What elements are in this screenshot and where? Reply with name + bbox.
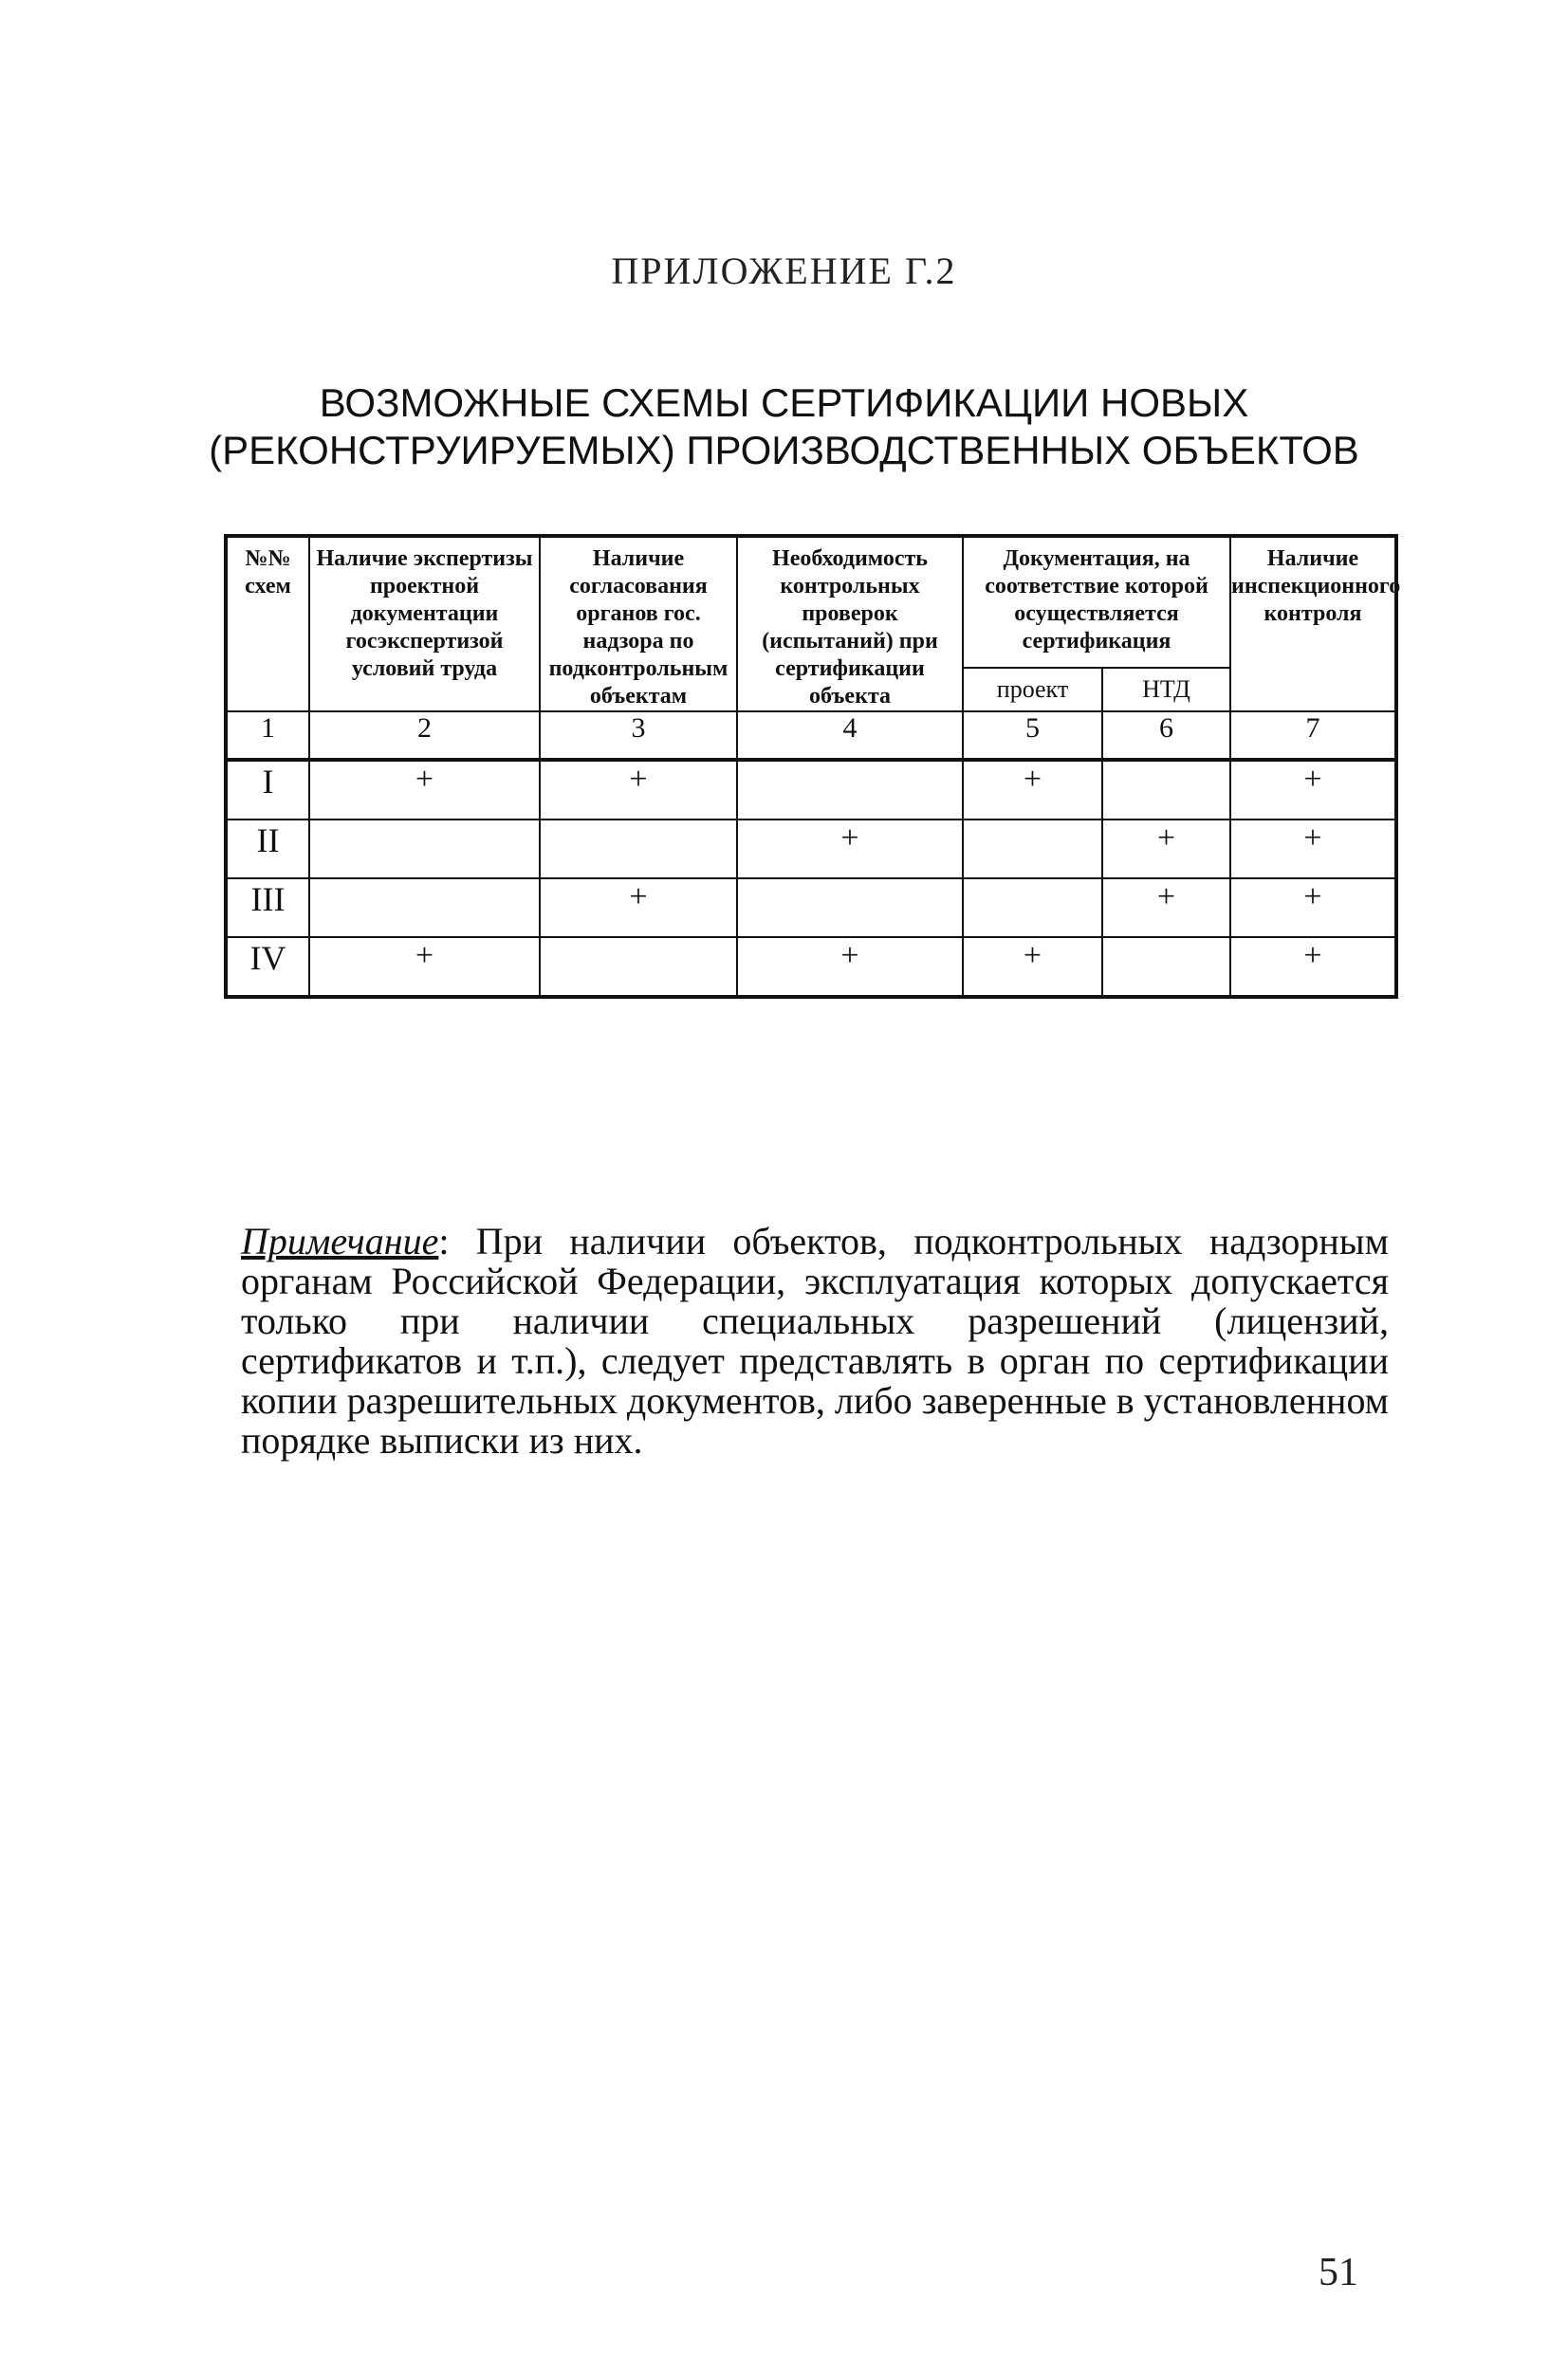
column-number: 6 xyxy=(1102,711,1230,760)
note-label: Примечание xyxy=(241,1220,439,1262)
table-cell xyxy=(963,878,1102,937)
column-number: 5 xyxy=(963,711,1102,760)
scheme-number-cell: I xyxy=(226,760,309,820)
column-number: 2 xyxy=(309,711,540,760)
certification-schemes-table xyxy=(224,534,1401,999)
table-cell xyxy=(540,937,737,997)
note-text: : При наличии объектов, подконтрольных надзорным органам Российской Федерации, эксплуатация которых допускается только при наличии специальных разрешений (лицензий, сертификатов и т.п.), следует представлять в орган по сертификации копии разрешительных документов, либо заверенные в установленном порядке выписки из них. xyxy=(241,1220,1389,1462)
table-cell: + xyxy=(540,760,737,820)
table-cell: + xyxy=(737,820,963,878)
table-cell xyxy=(737,760,963,820)
table-cell: + xyxy=(309,937,540,997)
header-control-checks: Необходимость контрольных проверок (испытаний) при сертификации объекта xyxy=(737,536,963,711)
subheader-ntd: НТД xyxy=(1102,668,1230,711)
table-cell: + xyxy=(963,937,1102,997)
note-paragraph xyxy=(241,1222,1389,1461)
table-cell xyxy=(963,820,1102,878)
column-number-row xyxy=(226,711,1396,760)
table-cell: + xyxy=(737,937,963,997)
scheme-number-cell: IV xyxy=(226,937,309,997)
table-cell xyxy=(309,878,540,937)
table-row xyxy=(226,937,1396,997)
table-cell: + xyxy=(963,760,1102,820)
subheader-project: проект xyxy=(963,668,1102,711)
column-number: 7 xyxy=(1230,711,1396,760)
header-row xyxy=(226,536,1396,668)
scheme-number-cell: II xyxy=(226,820,309,878)
document-title xyxy=(0,379,1568,474)
table-cell xyxy=(309,820,540,878)
column-number: 1 xyxy=(226,711,309,760)
table-cell: + xyxy=(1230,937,1396,997)
table-cell: + xyxy=(309,760,540,820)
table-cell xyxy=(1102,937,1230,997)
title-line-1: ВОЗМОЖНЫЕ СХЕМЫ СЕРТИФИКАЦИИ НОВЫХ xyxy=(319,380,1249,425)
header-expertise: Наличие экспертизы проектной документации госэкспертизой условий труда xyxy=(309,536,540,711)
table-cell: + xyxy=(540,878,737,937)
table-cell: + xyxy=(1230,878,1396,937)
table-cell: + xyxy=(1102,820,1230,878)
header-supervision-approval: Наличие согласования органов гос. надзора по подконтрольным объектам xyxy=(540,536,737,711)
page-number: 51 xyxy=(1319,2251,1358,2294)
column-number: 4 xyxy=(737,711,963,760)
table-cell xyxy=(737,878,963,937)
column-number: 3 xyxy=(540,711,737,760)
title-line-2: (РЕКОНСТРУИРУЕМЫХ) ПРОИЗВОДСТВЕННЫХ ОБЪЕКТОВ xyxy=(209,428,1359,472)
table-cell: + xyxy=(1102,878,1230,937)
header-inspection-control: Наличие инспекционного контроля xyxy=(1230,536,1396,711)
table-cell: + xyxy=(1230,760,1396,820)
appendix-label: ПРИЛОЖЕНИЕ Г.2 xyxy=(611,249,957,292)
table-cell xyxy=(1102,760,1230,820)
header-documentation: Документация, на соответствие которой осуществляется сертификация xyxy=(963,536,1230,668)
table-row xyxy=(226,878,1396,937)
header-scheme-number: №№ схем xyxy=(226,536,309,711)
table-cell: + xyxy=(1230,820,1396,878)
table-cell xyxy=(540,820,737,878)
table-row xyxy=(226,760,1396,820)
scheme-number-cell: III xyxy=(226,878,309,937)
table-row xyxy=(226,820,1396,878)
